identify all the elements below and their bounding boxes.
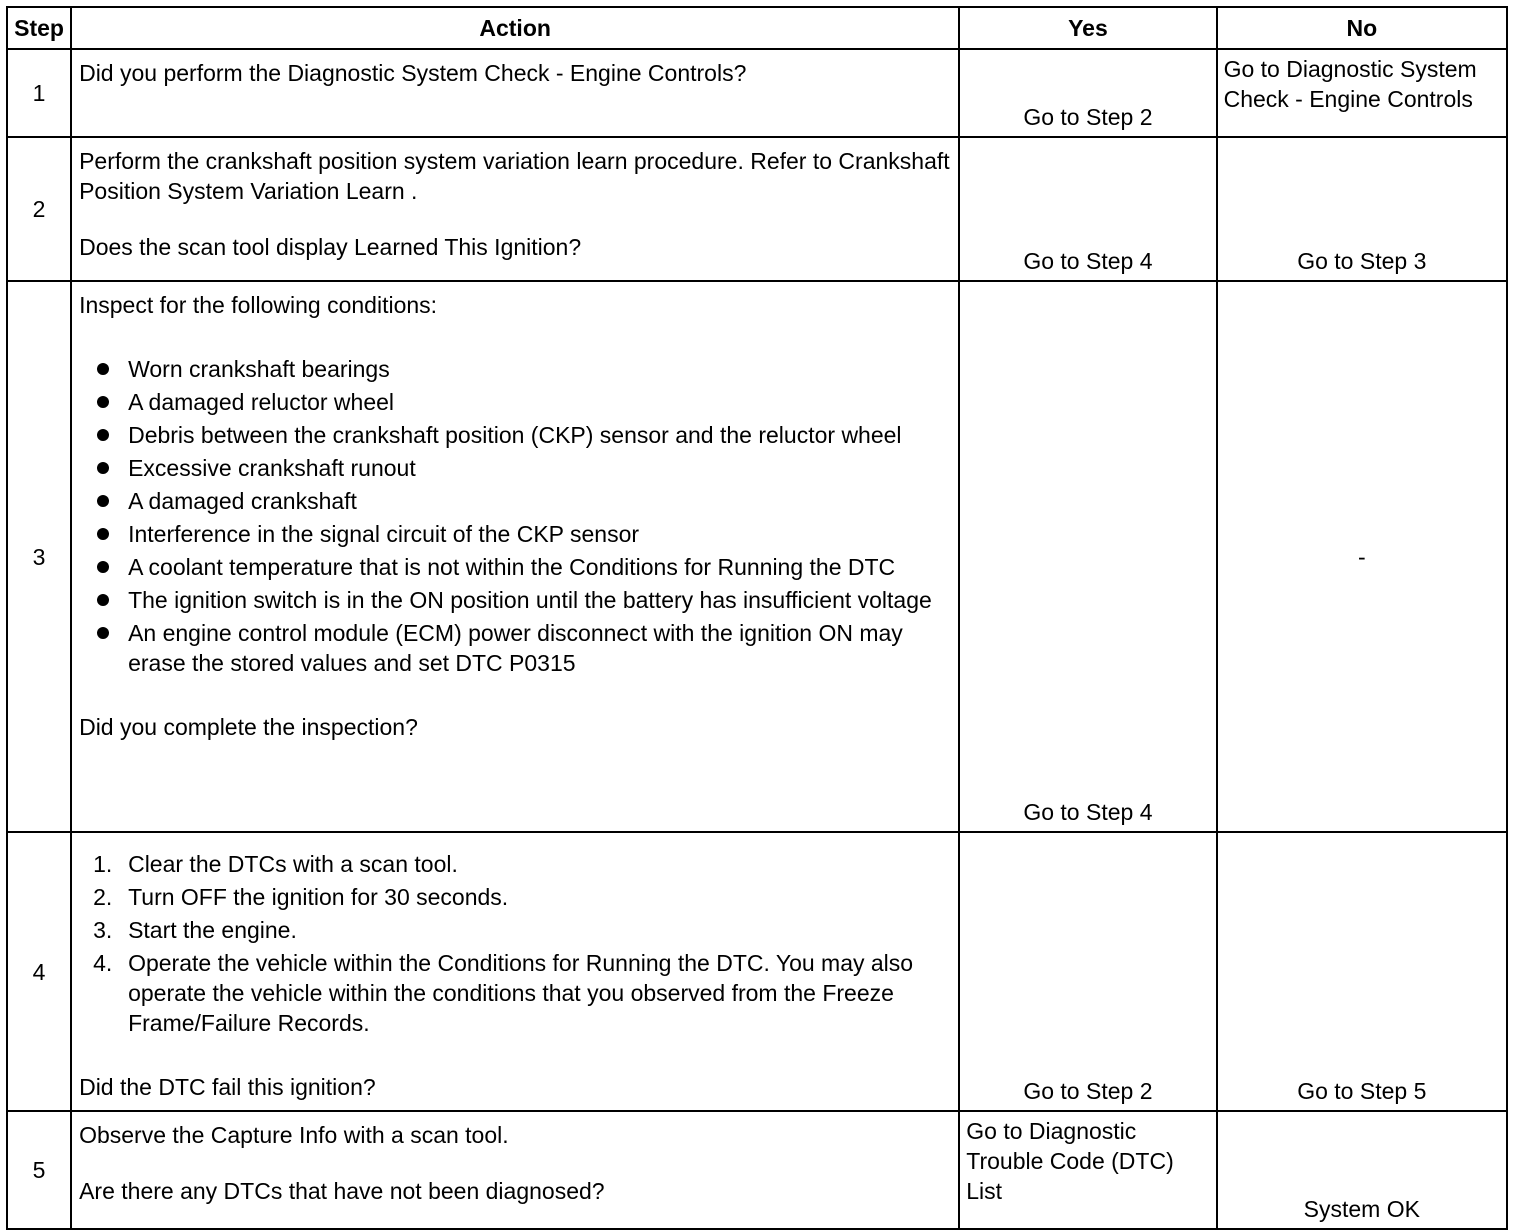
list-item-text: Worn crankshaft bearings [128,356,390,382]
yes-cell: Go to Step 4 [959,281,1216,832]
list-item [79,552,952,582]
action-text: Observe the Capture Info with a scan tool. [79,1122,509,1148]
list-item-text: Clear the DTCs with a scan tool. [128,851,458,877]
bullet-icon [97,363,109,375]
header-step: Step [7,7,71,49]
yes-cell: Go to Diagnostic Trouble Code (DTC) List [959,1111,1216,1229]
list-item [79,354,952,384]
action-question: Did you complete the inspection? [79,714,418,740]
list-item-text: An engine control module (ECM) power disconnect with the ignition ON may erase the stored values and set DTC P0315 [128,620,903,676]
action-cell [71,1111,959,1229]
list-item-text: The ignition switch is in the ON position until the battery has insufficient voltage [128,587,932,613]
list-item [79,420,952,450]
condition-list [79,354,952,678]
table-row [7,281,1507,832]
bullet-icon [97,396,109,408]
no-cell: - [1217,281,1507,832]
action-cell [71,49,959,137]
list-item-text: Interference in the signal circuit of the CKP sensor [128,521,640,547]
table-row [7,832,1507,1111]
step-number: 4 [7,832,71,1111]
action-question: Did the DTC fail this ignition? [79,1074,376,1100]
bullet-icon [97,495,109,507]
list-item [79,519,952,549]
header-yes: Yes [959,7,1216,49]
yes-cell: Go to Step 2 [959,49,1216,137]
list-item [79,486,952,516]
bullet-icon [97,561,109,573]
list-item-number: 2. [93,884,113,910]
table-row [7,137,1507,281]
header-action: Action [71,7,959,49]
list-item-number: 1. [93,851,113,877]
bullet-icon [97,528,109,540]
no-cell: Go to Step 5 [1217,832,1507,1111]
step-number: 5 [7,1111,71,1229]
no-cell: System OK [1217,1111,1507,1229]
action-intro: Inspect for the following conditions: [79,292,438,318]
list-item-text: Debris between the crankshaft position (CKP) sensor and the reluctor wheel [128,422,902,448]
list-item [79,453,952,483]
bullet-icon [97,429,109,441]
step-number: 2 [7,137,71,281]
yes-cell: Go to Step 2 [959,832,1216,1111]
list-item [79,618,952,678]
header-row [7,7,1507,49]
yes-cell: Go to Step 4 [959,137,1216,281]
list-item [79,882,952,912]
list-item-number: 3. [93,917,113,943]
bullet-icon [97,462,109,474]
bullet-icon [97,594,109,606]
list-item-text: Turn OFF the ignition for 30 seconds. [128,884,509,910]
table-row [7,49,1507,137]
list-item [79,585,952,615]
list-item-text: Operate the vehicle within the Conditions for Running the DTC. You may also operate the vehicle within the conditions that you observed from the Freeze Frame/Failure Records. [128,950,914,1036]
list-item-text: A damaged crankshaft [128,488,357,514]
list-item [79,915,952,945]
step-number: 1 [7,49,71,137]
action-cell [71,281,959,832]
action-text: Did you perform the Diagnostic System Check - Engine Controls? [79,60,747,86]
action-cell [71,137,959,281]
action-question: Are there any DTCs that have not been diagnosed? [79,1178,605,1204]
list-item-text: Excessive crankshaft runout [128,455,416,481]
list-item-text: A damaged reluctor wheel [128,389,395,415]
list-item [79,849,952,879]
list-item-number: 4. [93,950,113,976]
table-row [7,1111,1507,1229]
action-text: Perform the crankshaft position system variation learn procedure. Refer to Crankshaft Position System Variation Learn . [79,148,950,204]
header-no: No [1217,7,1507,49]
procedure-list [79,849,952,1038]
action-cell [71,832,959,1111]
action-question: Does the scan tool display Learned This Ignition? [79,234,582,260]
list-item-text: Start the engine. [128,917,297,943]
bullet-icon [97,627,109,639]
diagnostic-table [6,6,1508,1230]
list-item [79,948,952,1038]
list-item [79,387,952,417]
step-number: 3 [7,281,71,832]
list-item-text: A coolant temperature that is not within the Conditions for Running the DTC [128,554,896,580]
no-cell: Go to Step 3 [1217,137,1507,281]
no-cell: Go to Diagnostic System Check - Engine Controls [1217,49,1507,137]
